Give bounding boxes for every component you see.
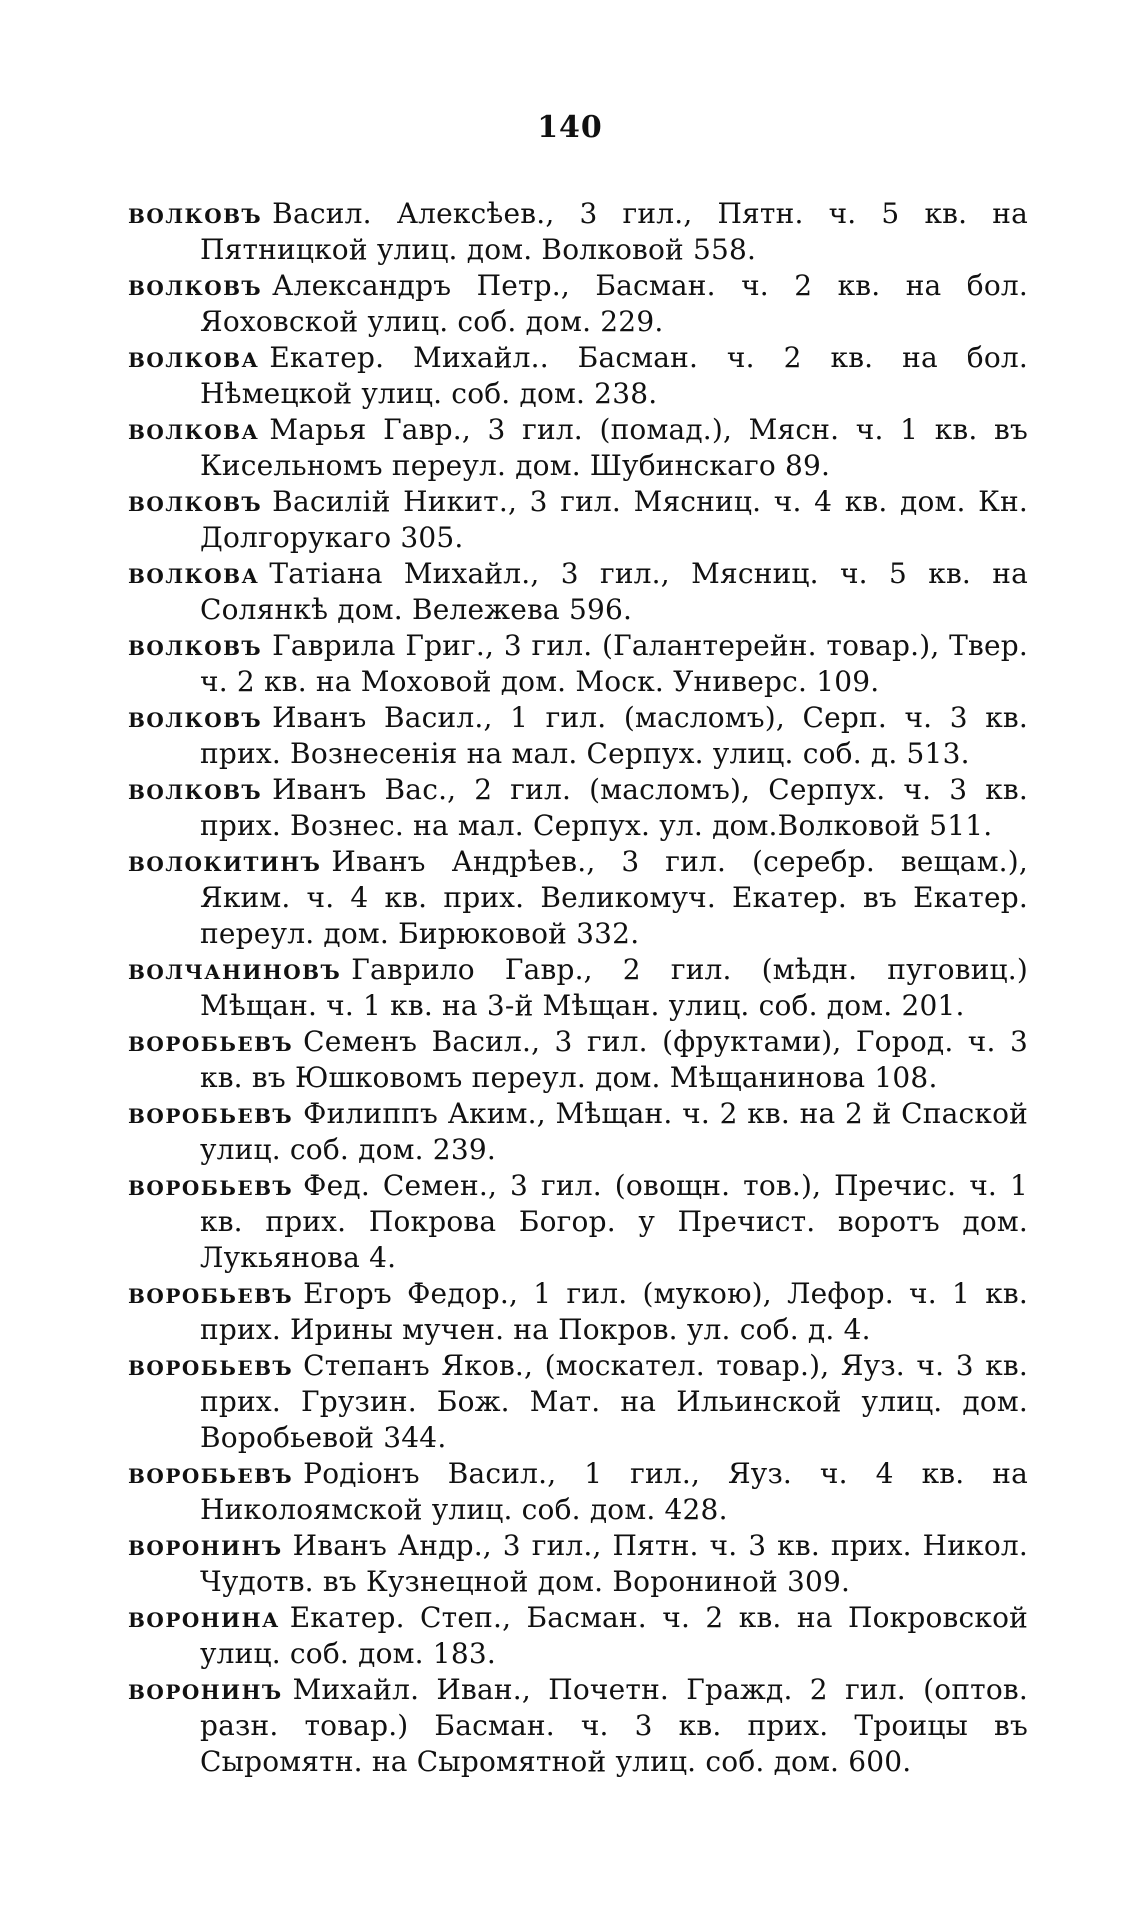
directory-entry [128,1024,1028,1096]
directory-entry [128,1096,1028,1168]
entry-surname: воронинъ [128,1529,283,1562]
directory-entry [128,484,1028,556]
entry-surname: воробьевъ [128,1349,294,1382]
entry-surname: волковъ [128,485,263,518]
entry-surname: воронинъ [128,1673,283,1706]
entry-details: Егоръ Федор., 1 гил. (мукою), Лефор. ч. 1 кв. прих. Ирины мучен. на Покров. ул. соб. д. 4. [200,1277,1028,1346]
entry-details: Татіана Михайл., 3 гил., Мясниц. ч. 5 кв. на Солянкѣ дом. Вележева 596. [200,557,1028,626]
directory-entry [128,844,1028,952]
entry-surname: воробьевъ [128,1457,294,1490]
entry-surname: волковъ [128,701,263,734]
directory-entry [128,700,1028,772]
entry-details: Иванъ Андрѣев., 3 гил. (серебр. вещам.), Яким. ч. 4 кв. прих. Великомуч. Екатер. въ Екатер. переул. дом. Бирюковой 332. [200,845,1028,950]
directory-entry [128,1348,1028,1456]
directory-entry [128,1276,1028,1348]
directory-entry [128,340,1028,412]
entry-details: Иванъ Васил., 1 гил. (масломъ), Серп. ч. 3 кв. прих. Вознесенія на мал. Серпух. улиц. соб. д. 513. [200,701,1028,770]
entry-details: Михайл. Иван., Почетн. Гражд. 2 гил. (оптов. разн. товар.) Басман. ч. 3 кв. прих. Троицы въ Сыромятн. на Сыромятной улиц. соб. дом. 600. [200,1673,1028,1778]
entry-surname: волковъ [128,269,263,302]
directory-entry [128,1672,1028,1780]
entry-surname: волкова [128,341,260,374]
entry-surname: волковъ [128,197,263,230]
directory-entry [128,952,1028,1024]
entry-details: Гаврило Гавр., 2 гил. (мѣдн. пуговиц.) Мѣщан. ч. 1 кв. на 3-й Мѣщан. улиц. соб. дом. 201. [200,953,1028,1022]
directory-entry [128,1528,1028,1600]
entry-surname: волокитинъ [128,845,322,878]
entry-details: Иванъ Вас., 2 гил. (масломъ), Серпух. ч. 3 кв. прих. Вознес. на мал. Серпух. ул. дом.Волковой 511. [200,773,1028,842]
entry-surname: волкова [128,413,260,446]
entry-surname: волкова [128,557,260,590]
directory-entry [128,1456,1028,1528]
entry-details: Александръ Петр., Басман. ч. 2 кв. на бол. Яоховской улиц. соб. дом. 229. [200,269,1028,338]
entry-details: Иванъ Андр., 3 гил., Пятн. ч. 3 кв. прих. Никол. Чудотв. въ Кузнецной дом. Ворониной 309. [200,1529,1028,1598]
entry-details: Филиппъ Аким., Мѣщан. ч. 2 кв. на 2 й Спаской улиц. соб. дом. 239. [200,1097,1028,1166]
entry-details: Фед. Семен., 3 гил. (овощн. тов.), Пречис. ч. 1 кв. прих. Покрова Богор. у Пречист. воротъ дом. Лукьянова 4. [200,1169,1028,1274]
entry-details: Василій Никит., 3 гил. Мясниц. ч. 4 кв. дом. Кн. Долгорукаго 305. [200,485,1028,554]
entry-details: Семенъ Васил., 3 гил. (фруктами), Город. ч. 3 кв. въ Юшковомъ переул. дом. Мѣщанинова 108. [200,1025,1028,1094]
entry-surname: воробьевъ [128,1097,294,1130]
entry-surname: воронина [128,1601,280,1634]
entry-details: Гаврила Григ., 3 гил. (Галантерейн. товар.), Твер. ч. 2 кв. на Моховой дом. Моск. Универс. 109. [200,629,1028,698]
entry-details: Екатер. Михайл.. Басман. ч. 2 кв. на бол. Нѣмецкой улиц. соб. дом. 238. [200,341,1028,410]
entry-details: Степанъ Яков., (москател. товар.), Яуз. ч. 3 кв. прих. Грузин. Бож. Мат. на Ильинской улиц. дом. Воробьевой 344. [200,1349,1028,1454]
directory-entry [128,772,1028,844]
directory-entry [128,1168,1028,1276]
entry-details: Марья Гавр., 3 гил. (помад.), Мясн. ч. 1 кв. въ Кисельномъ переул. дом. Шубинскаго 89. [200,413,1028,482]
entry-surname: волчаниновъ [128,953,342,986]
page-number: 140 [537,110,603,145]
directory-entry [128,1600,1028,1672]
directory-entry [128,628,1028,700]
entry-surname: воробьевъ [128,1025,294,1058]
directory-entry [128,268,1028,340]
directory-entry [128,196,1028,268]
entry-details: Екатер. Степ., Басман. ч. 2 кв. на Покровской улиц. соб. дом. 183. [200,1601,1028,1670]
entry-surname: воробьевъ [128,1169,294,1202]
entry-surname: волковъ [128,629,263,662]
directory-entry [128,412,1028,484]
entry-details: Васил. Алексѣев., 3 гил., Пятн. ч. 5 кв. на Пятницкой улиц. дом. Волковой 558. [200,197,1028,266]
entry-surname: воробьевъ [128,1277,294,1310]
directory-entry [128,556,1028,628]
entry-surname: волковъ [128,773,263,806]
directory-entries [128,196,1028,1780]
entry-details: Родіонъ Васил., 1 гил., Яуз. ч. 4 кв. на Николоямской улиц. соб. дом. 428. [200,1457,1028,1526]
